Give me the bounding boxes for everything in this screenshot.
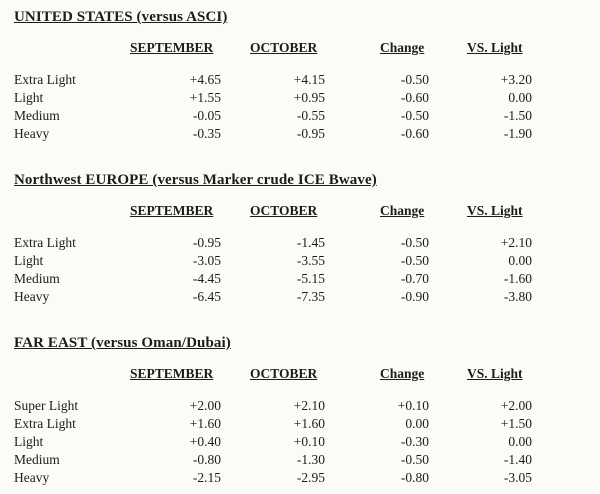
- change-value: -0.60: [400, 126, 429, 141]
- october-value: +2.10: [293, 398, 325, 413]
- vs-light-value: -1.50: [503, 108, 532, 123]
- september-value: +4.65: [189, 72, 221, 87]
- october-value: -0.55: [296, 108, 325, 123]
- header-vs-light: VS. Light: [467, 366, 523, 381]
- header-change: Change: [380, 203, 425, 218]
- section-title: UNITED STATES (versus ASCI): [14, 9, 228, 25]
- header-september: SEPTEMBER: [130, 203, 214, 218]
- october-value: -7.35: [296, 289, 325, 304]
- grade-label: Extra Light: [14, 72, 76, 87]
- vs-light-value: 0.00: [508, 253, 532, 268]
- october-value: -3.55: [296, 253, 325, 268]
- header-vs-light: VS. Light: [467, 40, 523, 55]
- change-value: +0.10: [397, 398, 429, 413]
- grade-label: Super Light: [14, 398, 79, 413]
- september-value: +2.00: [189, 398, 221, 413]
- grade-label: Heavy: [14, 289, 50, 304]
- vs-light-value: +2.10: [500, 235, 532, 250]
- september-value: -0.05: [192, 108, 221, 123]
- grade-label: Extra Light: [14, 416, 76, 431]
- september-value: +1.60: [189, 416, 221, 431]
- grade-label: Extra Light: [14, 235, 76, 250]
- section-title: FAR EAST (versus Oman/Dubai): [14, 335, 231, 351]
- october-value: -1.30: [296, 452, 325, 467]
- vs-light-value: +1.50: [500, 416, 532, 431]
- table-row: [0, 398, 600, 416]
- september-value: +0.40: [189, 434, 221, 449]
- october-value: -1.45: [296, 235, 325, 250]
- header-october: OCTOBER: [250, 366, 318, 381]
- september-value: -0.95: [192, 235, 221, 250]
- change-value: -0.60: [400, 90, 429, 105]
- change-value: -0.50: [400, 253, 429, 268]
- section-title: Northwest EUROPE (versus Marker crude ICE Bwave): [14, 172, 377, 188]
- october-value: +4.15: [293, 72, 325, 87]
- vs-light-value: -1.40: [503, 452, 532, 467]
- change-value: -0.70: [400, 271, 429, 286]
- header-october: OCTOBER: [250, 203, 318, 218]
- header-september: SEPTEMBER: [130, 40, 214, 55]
- september-value: +1.55: [189, 90, 221, 105]
- grade-label: Medium: [14, 452, 60, 467]
- table-row: [0, 108, 600, 126]
- october-value: -2.95: [296, 470, 325, 485]
- grade-label: Light: [14, 434, 44, 449]
- grade-label: Light: [14, 90, 44, 105]
- table-row: [0, 271, 600, 289]
- october-value: -5.15: [296, 271, 325, 286]
- september-value: -3.05: [192, 253, 221, 268]
- table-row: [0, 253, 600, 271]
- table-row: [0, 434, 600, 452]
- grade-label: Heavy: [14, 126, 50, 141]
- grade-label: Heavy: [14, 470, 50, 485]
- change-value: -0.90: [400, 289, 429, 304]
- october-value: -0.95: [296, 126, 325, 141]
- header-change: Change: [380, 40, 425, 55]
- vs-light-value: -1.60: [503, 271, 532, 286]
- october-value: +1.60: [293, 416, 325, 431]
- change-value: -0.50: [400, 452, 429, 467]
- table-row: [0, 90, 600, 108]
- september-value: -2.15: [192, 470, 221, 485]
- table-row: [0, 289, 600, 307]
- table-row: [0, 470, 600, 488]
- header-september: SEPTEMBER: [130, 366, 214, 381]
- change-value: -0.30: [400, 434, 429, 449]
- vs-light-value: -1.90: [503, 126, 532, 141]
- september-value: -4.45: [192, 271, 221, 286]
- september-value: -0.80: [192, 452, 221, 467]
- change-value: 0.00: [405, 416, 429, 431]
- grade-label: Light: [14, 253, 44, 268]
- october-value: +0.95: [293, 90, 325, 105]
- change-value: -0.50: [400, 108, 429, 123]
- table-row: [0, 72, 600, 90]
- vs-light-value: -3.05: [503, 470, 532, 485]
- table-row: [0, 235, 600, 253]
- october-value: +0.10: [293, 434, 325, 449]
- change-value: -0.50: [400, 235, 429, 250]
- september-value: -6.45: [192, 289, 221, 304]
- change-value: -0.50: [400, 72, 429, 87]
- table-row: [0, 126, 600, 144]
- grade-label: Medium: [14, 271, 60, 286]
- header-vs-light: VS. Light: [467, 203, 523, 218]
- september-value: -0.35: [192, 126, 221, 141]
- header-october: OCTOBER: [250, 40, 318, 55]
- change-value: -0.80: [400, 470, 429, 485]
- vs-light-value: 0.00: [508, 434, 532, 449]
- vs-light-value: -3.80: [503, 289, 532, 304]
- table-row: [0, 452, 600, 470]
- header-change: Change: [380, 366, 425, 381]
- vs-light-value: +3.20: [500, 72, 532, 87]
- grade-label: Medium: [14, 108, 60, 123]
- vs-light-value: +2.00: [500, 398, 532, 413]
- vs-light-value: 0.00: [508, 90, 532, 105]
- table-row: [0, 416, 600, 434]
